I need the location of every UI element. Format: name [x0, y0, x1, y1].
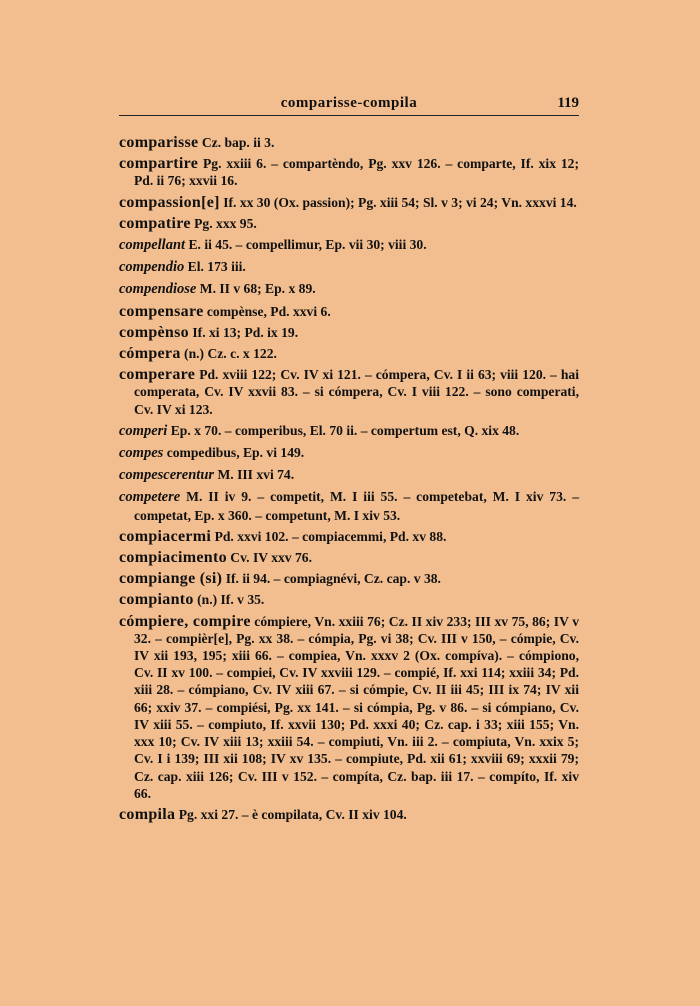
entry-headword: compènso: [119, 323, 189, 341]
entry-headword: compassion[e]: [119, 193, 220, 211]
dictionary-entry: [119, 806, 579, 823]
dictionary-entry: [119, 570, 579, 587]
entry-headword: compiacimento: [119, 549, 227, 567]
dictionary-entry: [119, 422, 579, 440]
entry-body: Pg. xxiii 6. – compartèndo, Pg. xxv 126. – comparte, If. xix 12; Pd. ii 76; xxvii 16.: [134, 156, 579, 189]
entry-body: M. II v 68; Ep. x 89.: [199, 281, 316, 297]
entry-headword: compila: [119, 805, 176, 823]
dictionary-entry: [119, 466, 579, 484]
dictionary-entry: [119, 236, 579, 254]
entry-headword: comparisse: [119, 134, 199, 151]
entry-headword: compiange (si): [119, 570, 223, 588]
entry-body: If. xi 13; Pd. ix 19.: [192, 324, 299, 340]
entry-headword: compensare: [119, 302, 204, 320]
entry-body: El. 173 iii.: [187, 259, 246, 275]
dictionary-entry: [119, 258, 579, 276]
entry-headword: compiacermi: [119, 527, 212, 545]
entry-headword: comperi: [119, 422, 168, 439]
entry-body: cómpiere, Vn. xxiii 76; Cz. II xiv 233; III xv 75, 86; IV v 32. – compièr[e], Pg. xx 38. – cómpia, Pg. vi 38; Cv. III v 150, – cómpie, Cv. IV xii 193, 195; xiii 66. – compiea, Vn. xxxv 2 (Ox. compíva). – cómpiono, Cv. II xv 100. – compiei, Cv. IV xxviii 129. – compié, If. xxi 114; xxiii 34; Pd. xiii 28. – cómpiano, Cv. IV xiii 67. – si cómpie, Cv. II iii 45; III ix 74; IV xii 66; xxiv 37. – compiési, Pg. xx 141. – si cómpia, Pg. v 86. – si cómpiano, Cv. IV xiii 55. – compiuto, If. xxvii 130; Pd. xxxi 40; Cz. cap. i 33; xiii 155; Vn. xxx 10; Cv. IV xiii 13; xxiii 54. – compiuti, Vn. iii 2. – compiuta, Vn. xxix 5; Cv. I i 139; III xii 108; IV xv 135. – compiute, Pd. xii 61; xxviii 69; xxxii 79; Cz. cap. xiii 126; Cv. III v 152. – compíta, Cz. bap. iii 17. – compíto, If. xiv 66.: [134, 613, 580, 801]
entry-body: Pg. xxx 95.: [194, 215, 257, 231]
entry-body: (n.) Cz. c. x 122.: [184, 346, 277, 362]
dictionary-entry: [119, 155, 579, 189]
entry-body: M. II iv 9. – competit, M. I iii 55. – competebat, M. I xiv 73. – competat, Ep. x 360. – competunt, M. I xiv 53.: [134, 489, 579, 523]
entry-body: Pd. xviii 122; Cv. IV xi 121. – cómpera, Cv. I ii 63; viii 120. – hai comperata, Cv. IV xxvii 83. – si cómpera, Cv. I viii 122. – sono comperati, Cv. IV xi 123.: [134, 367, 579, 417]
dictionary-entry: [119, 215, 579, 232]
entry-headword: compendiose: [119, 281, 197, 298]
dictionary-entry: [119, 444, 579, 462]
entry-headword: compendio: [119, 259, 185, 276]
dictionary-entry: [119, 134, 579, 151]
dictionary-entry: [119, 324, 579, 341]
running-head: comparisse-compila: [280, 95, 418, 111]
entry-headword: compes: [119, 445, 164, 462]
entry-body: E. ii 45. – compellimur, Ep. vii 30; viii 30.: [188, 237, 427, 253]
dictionary-entry: [119, 613, 579, 802]
dictionary-entry: [119, 303, 579, 320]
entry-body: compènse, Pd. xxvi 6.: [206, 303, 331, 319]
entry-body: M. III xvi 74.: [217, 467, 295, 483]
entry-headword: compescerentur: [119, 467, 215, 484]
entry-headword: cómpera: [119, 345, 181, 363]
dictionary-entry: [119, 366, 579, 418]
dictionary-entry: [119, 280, 579, 298]
entry-body: (n.) If. v 35.: [197, 592, 265, 608]
page-header: [119, 95, 579, 117]
dictionary-entry: [119, 528, 579, 545]
entry-headword: comperare: [119, 366, 196, 384]
entry-body: Pg. xxi 27. – è compilata, Cv. II xiv 104.: [178, 806, 407, 822]
entry-headword: compartire: [119, 155, 199, 173]
entry-body: Ep. x 70. – comperibus, El. 70 ii. – compertum est, Q. xix 48.: [170, 422, 520, 438]
entry-body: compedibus, Ep. vi 149.: [166, 445, 305, 461]
dictionary-entry: [119, 194, 579, 211]
entry-headword: compellant: [119, 237, 186, 254]
entry-body: Pd. xxvi 102. – compiacemmi, Pd. xv 88.: [214, 528, 447, 544]
entry-headword: compianto: [119, 591, 194, 609]
entry-body: Cz. bap. ii 3.: [201, 135, 275, 150]
entry-headword: cómpiere, compire: [119, 612, 251, 630]
header-rule: [119, 115, 579, 116]
entry-body: Cv. IV xxv 76.: [230, 550, 312, 566]
dictionary-entry: [119, 591, 579, 608]
dictionary-entry: [119, 488, 579, 523]
dictionary-entry: [119, 549, 579, 566]
entry-headword: compatire: [119, 214, 191, 232]
entry-body: If. ii 94. – compiagnévi, Cz. cap. v 38.: [225, 571, 441, 587]
dictionary-entry: [119, 345, 579, 362]
dictionary-entries: [119, 134, 579, 827]
page-number: 119: [557, 95, 579, 111]
entry-headword: competere: [119, 489, 181, 506]
entry-body: If. xx 30 (Ox. passion); Pg. xiii 54; Sl. v 3; vi 24; Vn. xxxvi 14.: [223, 194, 577, 210]
